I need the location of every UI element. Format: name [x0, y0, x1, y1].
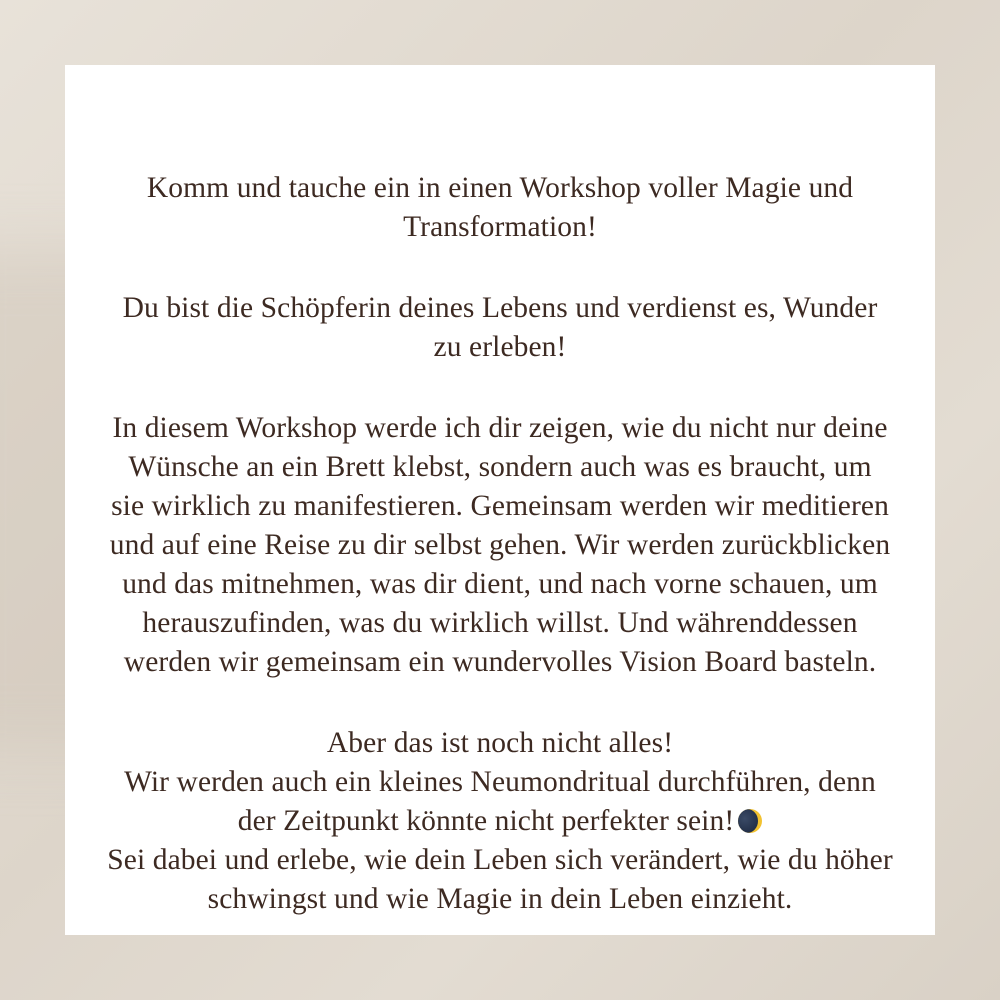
paragraph-spacer: [65, 682, 935, 724]
text-line: Transformation!: [403, 211, 597, 243]
text-line: Wir werden auch ein kleines Neumondritual durchführen, denn: [124, 766, 876, 798]
paragraph-ritual: [65, 724, 935, 919]
text-line: sie wirklich zu manifestieren. Gemeinsam werden wir meditieren: [111, 490, 889, 522]
card-body: [65, 169, 935, 919]
text-line: zu erleben!: [433, 331, 567, 363]
paragraph-spacer: [65, 247, 935, 289]
text-line: werden wir gemeinsam ein wundervolles Vision Board basteln.: [123, 646, 877, 678]
paragraph-creator: [65, 289, 935, 367]
text-line: Wünsche an ein Brett klebst, sondern auch was es braucht, um: [128, 451, 872, 483]
text-line: Sei dabei und erlebe, wie dein Leben sich verändert, wie du höher: [107, 844, 893, 876]
text-card: [65, 65, 935, 935]
waxing-crescent-moon-icon: [738, 809, 762, 833]
text-line: In diesem Workshop werde ich dir zeigen, wie du nicht nur deine: [112, 412, 888, 444]
paragraph-workshop-description: [65, 409, 935, 682]
paragraph-intro: [65, 169, 935, 247]
text-line: herauszufinden, was du wirklich willst. Und währenddessen: [142, 607, 858, 639]
text-line: Aber das ist noch nicht alles!: [326, 727, 674, 759]
text-line: der Zeitpunkt könnte nicht perfekter sein!: [237, 805, 735, 837]
text-line: Komm und tauche ein in einen Workshop voller Magie und: [146, 172, 854, 204]
text-line: und das mitnehmen, was dir dient, und nach vorne schauen, um: [122, 568, 878, 600]
paragraph-spacer: [65, 367, 935, 409]
text-line: schwingst und wie Magie in dein Leben einzieht.: [207, 883, 793, 915]
text-line-with-emoji: [65, 802, 935, 841]
text-line: und auf eine Reise zu dir selbst gehen. Wir werden zurückblicken: [109, 529, 891, 561]
text-line: Du bist die Schöpferin deines Lebens und verdienst es, Wunder: [122, 292, 878, 324]
